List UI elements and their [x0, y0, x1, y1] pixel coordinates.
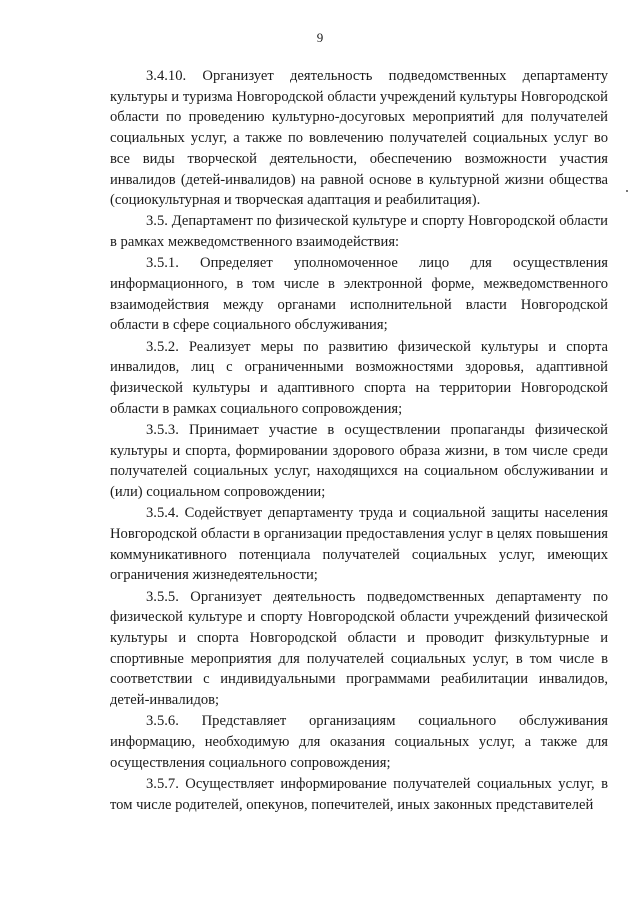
paragraph-3-5-4: 3.5.4. Содействует департаменту труда и социальной защиты населения Новгородской области в организации предоставления услуг в целях повышения коммуникативного потенциала получателей социальных услуг, имеющих ограничения жизнедеятельности; [110, 505, 608, 584]
document-body [110, 66, 608, 815]
paragraph-3-5-7: 3.5.7. Осуществляет информирование получателей социальных услуг, в том числе родителей, опекунов, попечителей, иных законных представителей [110, 775, 608, 813]
paragraph-3-5-1: 3.5.1. Определяет уполномоченное лицо для осуществления информационного, в том числе в электронной форме, межведомственного взаимодействия между органами исполнительной власти Новгородской области в сфере социального обслуживания; [110, 255, 608, 334]
paragraph-3-5: 3.5. Департамент по физической культуре и спорту Новгородской области в рамках межведомственного взаимодействия: [110, 213, 608, 251]
paragraph-3-4-10: 3.4.10. Организует деятельность подведомственных департаменту культуры и туризма Новгородской области учреждений культуры Новгородской области по проведению культурно-досуговых мероприятий для получателей социальных услуг, а также по вовлечению получателей социальных услуг во все виды творческой деятельности, обеспечению возможности участия инвалидов (детей-инвалидов) на равной основе в культурной жизни общества (социокультурная и творческая адаптация и реабилитация). [110, 68, 608, 209]
paragraph-3-5-2: 3.5.2. Реализует меры по развитию физической культуры и спорта инвалидов, лиц с ограниченными возможностями здоровья, адаптивной физической культуры и адаптивного спорта на территории Новгородской области в рамках социального сопровождения; [110, 338, 608, 417]
paragraph-3-5-6: 3.5.6. Представляет организациям социального обслуживания информацию, необходимую для оказания социальных услуг, а также для осуществления социального сопровождения; [110, 713, 608, 771]
paragraph-3-5-3: 3.5.3. Принимает участие в осуществлении пропаганды физической культуры и спорта, формировании здорового образа жизни, в том числе среди получателей социальных услуг, находящихся на социальном обслуживании и (или) социальном сопровождении; [110, 421, 608, 501]
paragraph-3-5-5: 3.5.5. Организует деятельность подведомственных департаменту по физической культуре и спорту Новгородской области учреждений физической культуры и спорта Новгородской области и проводит физкультурные и спортивные мероприятия для получателей социальных услуг, в том числе в соответствии с индивидуальными программами реабилитации инвалидов, детей-инвалидов; [110, 588, 608, 709]
page-number: 9 [316, 30, 324, 45]
margin-mark [626, 190, 628, 192]
